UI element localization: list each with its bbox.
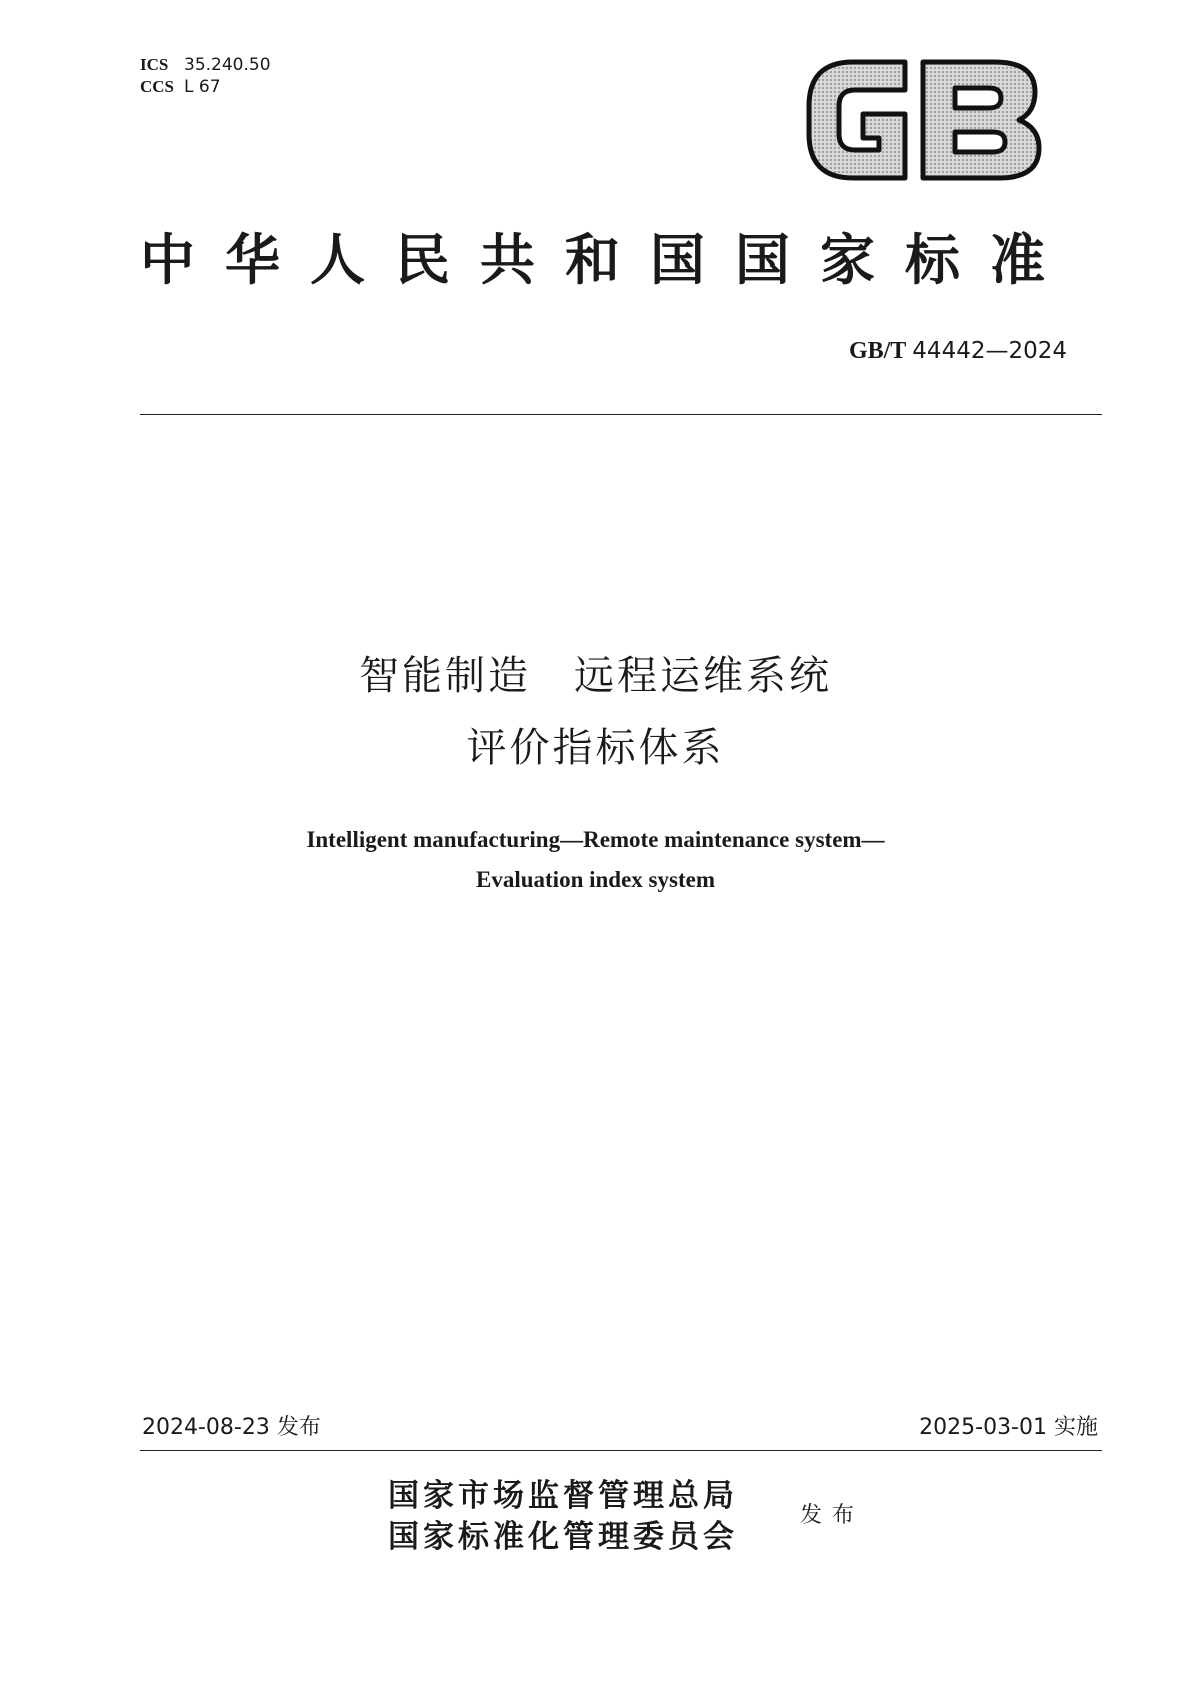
national-standard-title: 中华人民共和国国家标准 <box>140 230 1076 291</box>
top-divider <box>140 414 1102 415</box>
standard-number <box>849 338 1067 365</box>
bottom-divider <box>140 1450 1102 1451</box>
english-title <box>0 820 1191 900</box>
implementation-date: 2025-03-01 实施 <box>919 1415 1098 1440</box>
issuer-samr: 国家市场监督管理总局 <box>388 1478 738 1513</box>
standard-prefix: GB/T <box>848 338 907 364</box>
chinese-title-line2: 评价指标体系 <box>466 725 725 771</box>
english-title-line1: Intelligent manufacturing—Remote maintenance system— <box>306 827 885 852</box>
standard-code: 44442—2024 <box>912 338 1067 364</box>
issuing-organizations <box>388 1475 738 1557</box>
publish-label: 发布 <box>800 1502 865 1527</box>
ccs-value: L 67 <box>184 77 221 97</box>
ics-value: 35.240.50 <box>184 55 271 75</box>
chinese-title <box>0 640 1191 784</box>
gb-logo <box>805 58 1043 182</box>
english-title-line2: Evaluation index system <box>476 867 715 892</box>
issuer-sac: 国家标准化管理委员会 <box>388 1519 738 1554</box>
ics-label: ICS <box>140 55 169 74</box>
ccs-line <box>140 76 271 98</box>
ics-line <box>140 54 271 76</box>
issue-date: 2024-08-23 发布 <box>142 1415 321 1440</box>
ccs-label: CCS <box>140 77 175 96</box>
chinese-title-line1: 智能制造 远程运维系统 <box>359 653 832 699</box>
classification-codes <box>140 54 271 98</box>
